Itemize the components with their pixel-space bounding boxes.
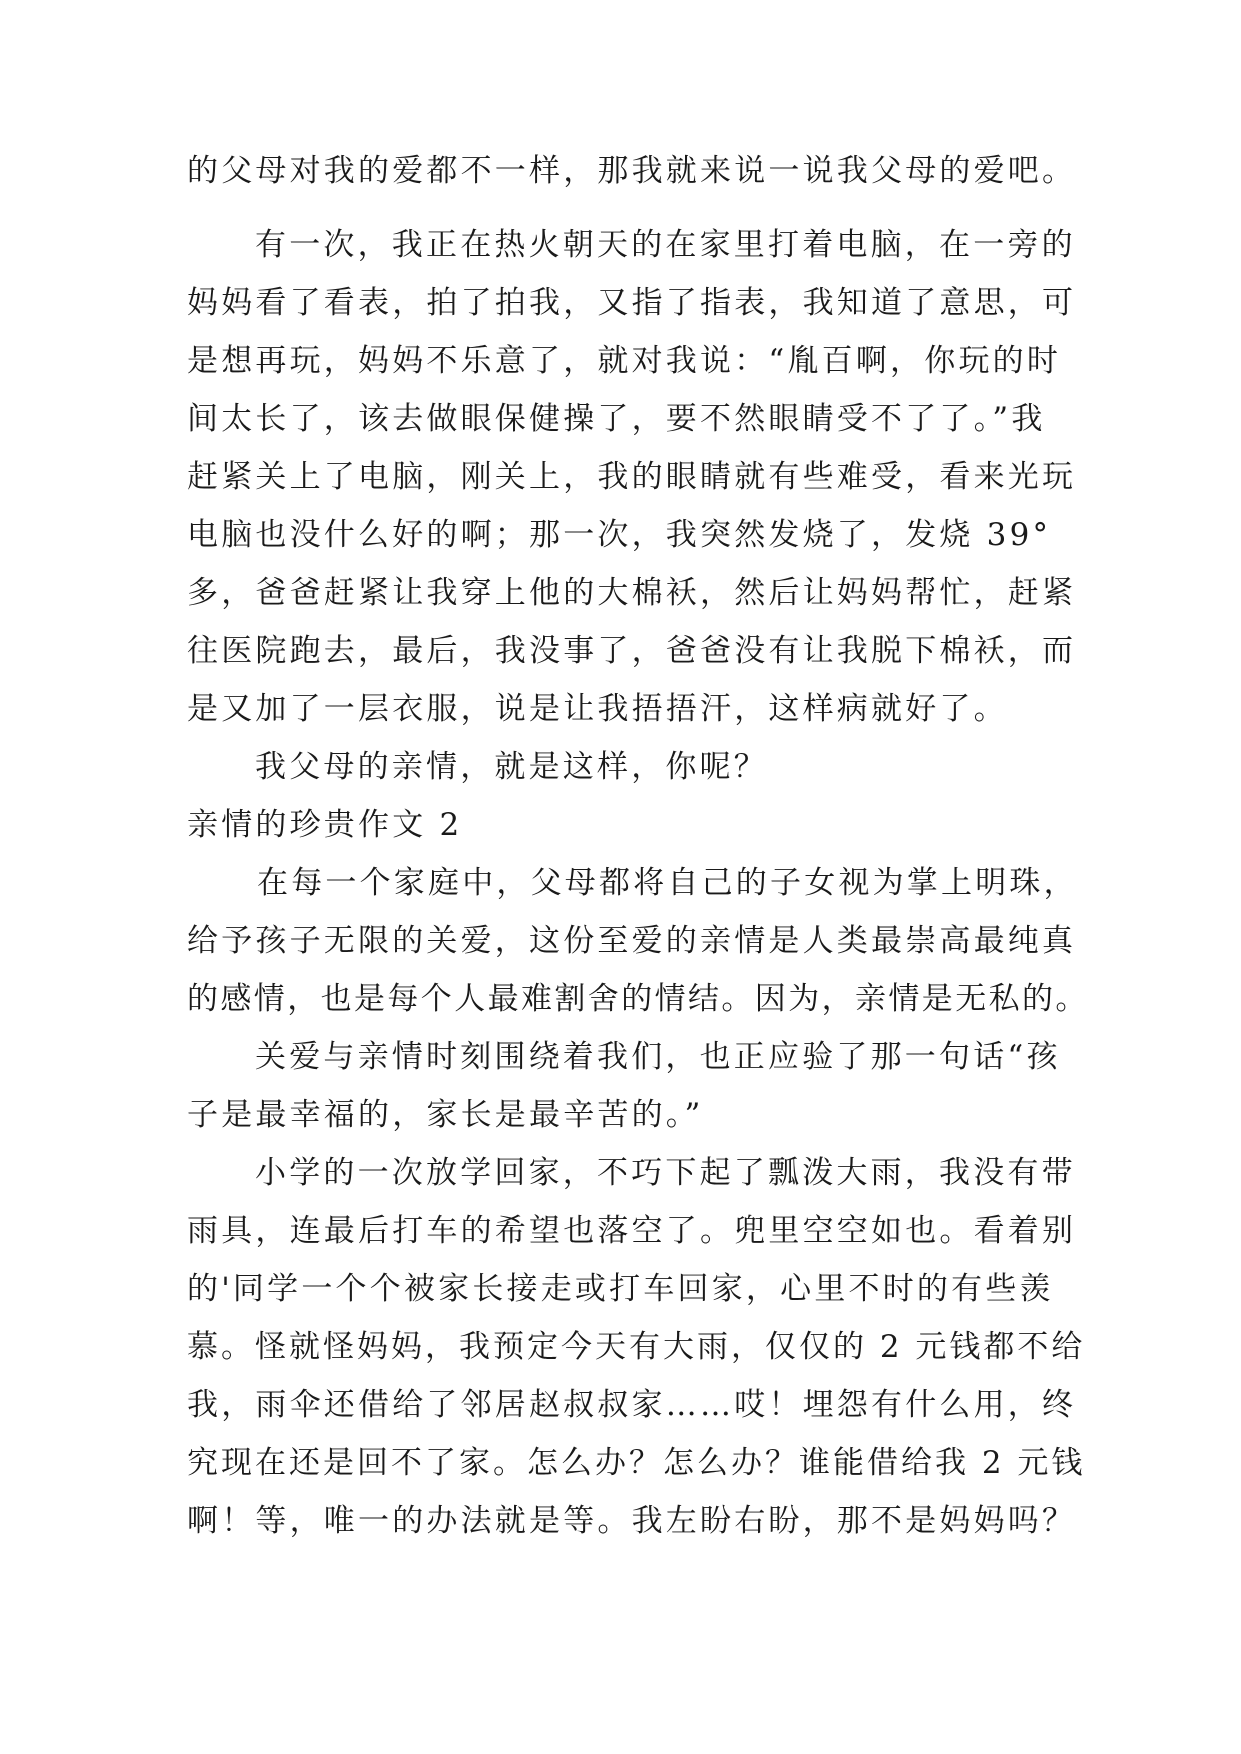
paragraph-line: 是想再玩，妈妈不乐意了，就对我说：“胤百啊，你玩的时 (187, 343, 1062, 379)
paragraph-line: 赶紧关上了电脑，刚关上，我的眼睛就有些难受，看来光玩 (187, 459, 1077, 495)
paragraph-line: 妈妈看了看表，拍了拍我，又指了指表，我知道了意思，可 (187, 285, 1077, 321)
paragraph-line: 有一次，我正在热火朝天的在家里打着电脑，在一旁的 (255, 227, 1076, 263)
paragraph-line: 在每一个家庭中，父母都将自己的子女视为掌上明珠， (257, 865, 1078, 901)
paragraph-line: 的'同学一个个被家长接走或打车回家，心里不时的有些羡 (187, 1271, 1054, 1307)
paragraph-line: 给予孩子无限的关爱，这份至爱的亲情是人类最崇高最纯真 (187, 923, 1077, 959)
paragraph-line: 雨具，连最后打车的希望也落空了。兜里空空如也。看着别 (187, 1213, 1077, 1249)
paragraph-line: 关爱与亲情时刻围绕着我们，也正应验了那一句话“孩 (255, 1039, 1061, 1075)
paragraph-line: 子是最幸福的，家长是最辛苦的。” (187, 1097, 704, 1133)
paragraph-line: 多，爸爸赶紧让我穿上他的大棉袄，然后让妈妈帮忙，赶紧 (187, 575, 1077, 611)
paragraph-line: 往医院跑去，最后，我没事了，爸爸没有让我脱下棉袄，而 (187, 633, 1077, 669)
paragraph-line: 究现在还是回不了家。怎么办？怎么办？谁能借给我 2 元钱 (187, 1445, 1086, 1481)
paragraph-line: 我，雨伞还借给了邻居赵叔叔家……哎！埋怨有什么用，终 (187, 1387, 1077, 1423)
paragraph-line: 是又加了一层衣服，说是让我捂捂汗，这样病就好了。 (187, 691, 1008, 727)
paragraph-line: 我父母的亲情，就是这样，你呢？ (255, 749, 768, 785)
paragraph-line: 小学的一次放学回家，不巧下起了瓢泼大雨，我没有带 (255, 1155, 1076, 1191)
paragraph-line: 间太长了，该去做眼保健操了，要不然眼睛受不了了。”我 (187, 401, 1046, 437)
section-heading: 亲情的珍贵作文 2 (187, 807, 463, 843)
paragraph-line: 的父母对我的爱都不一样，那我就来说一说我父母的爱吧。 (187, 153, 1077, 189)
paragraph-line: 啊！等，唯一的办法就是等。我左盼右盼，那不是妈妈吗？ (187, 1503, 1077, 1539)
paragraph-line: 的感情，也是每个人最难割舍的情结。因为，亲情是无私的。 (187, 981, 1089, 1017)
paragraph-line: 慕。怪就怪妈妈，我预定今天有大雨，仅仅的 2 元钱都不给 (187, 1329, 1086, 1365)
paragraph-line: 电脑也没什么好的啊；那一次，我突然发烧了，发烧 39° (187, 517, 1052, 553)
